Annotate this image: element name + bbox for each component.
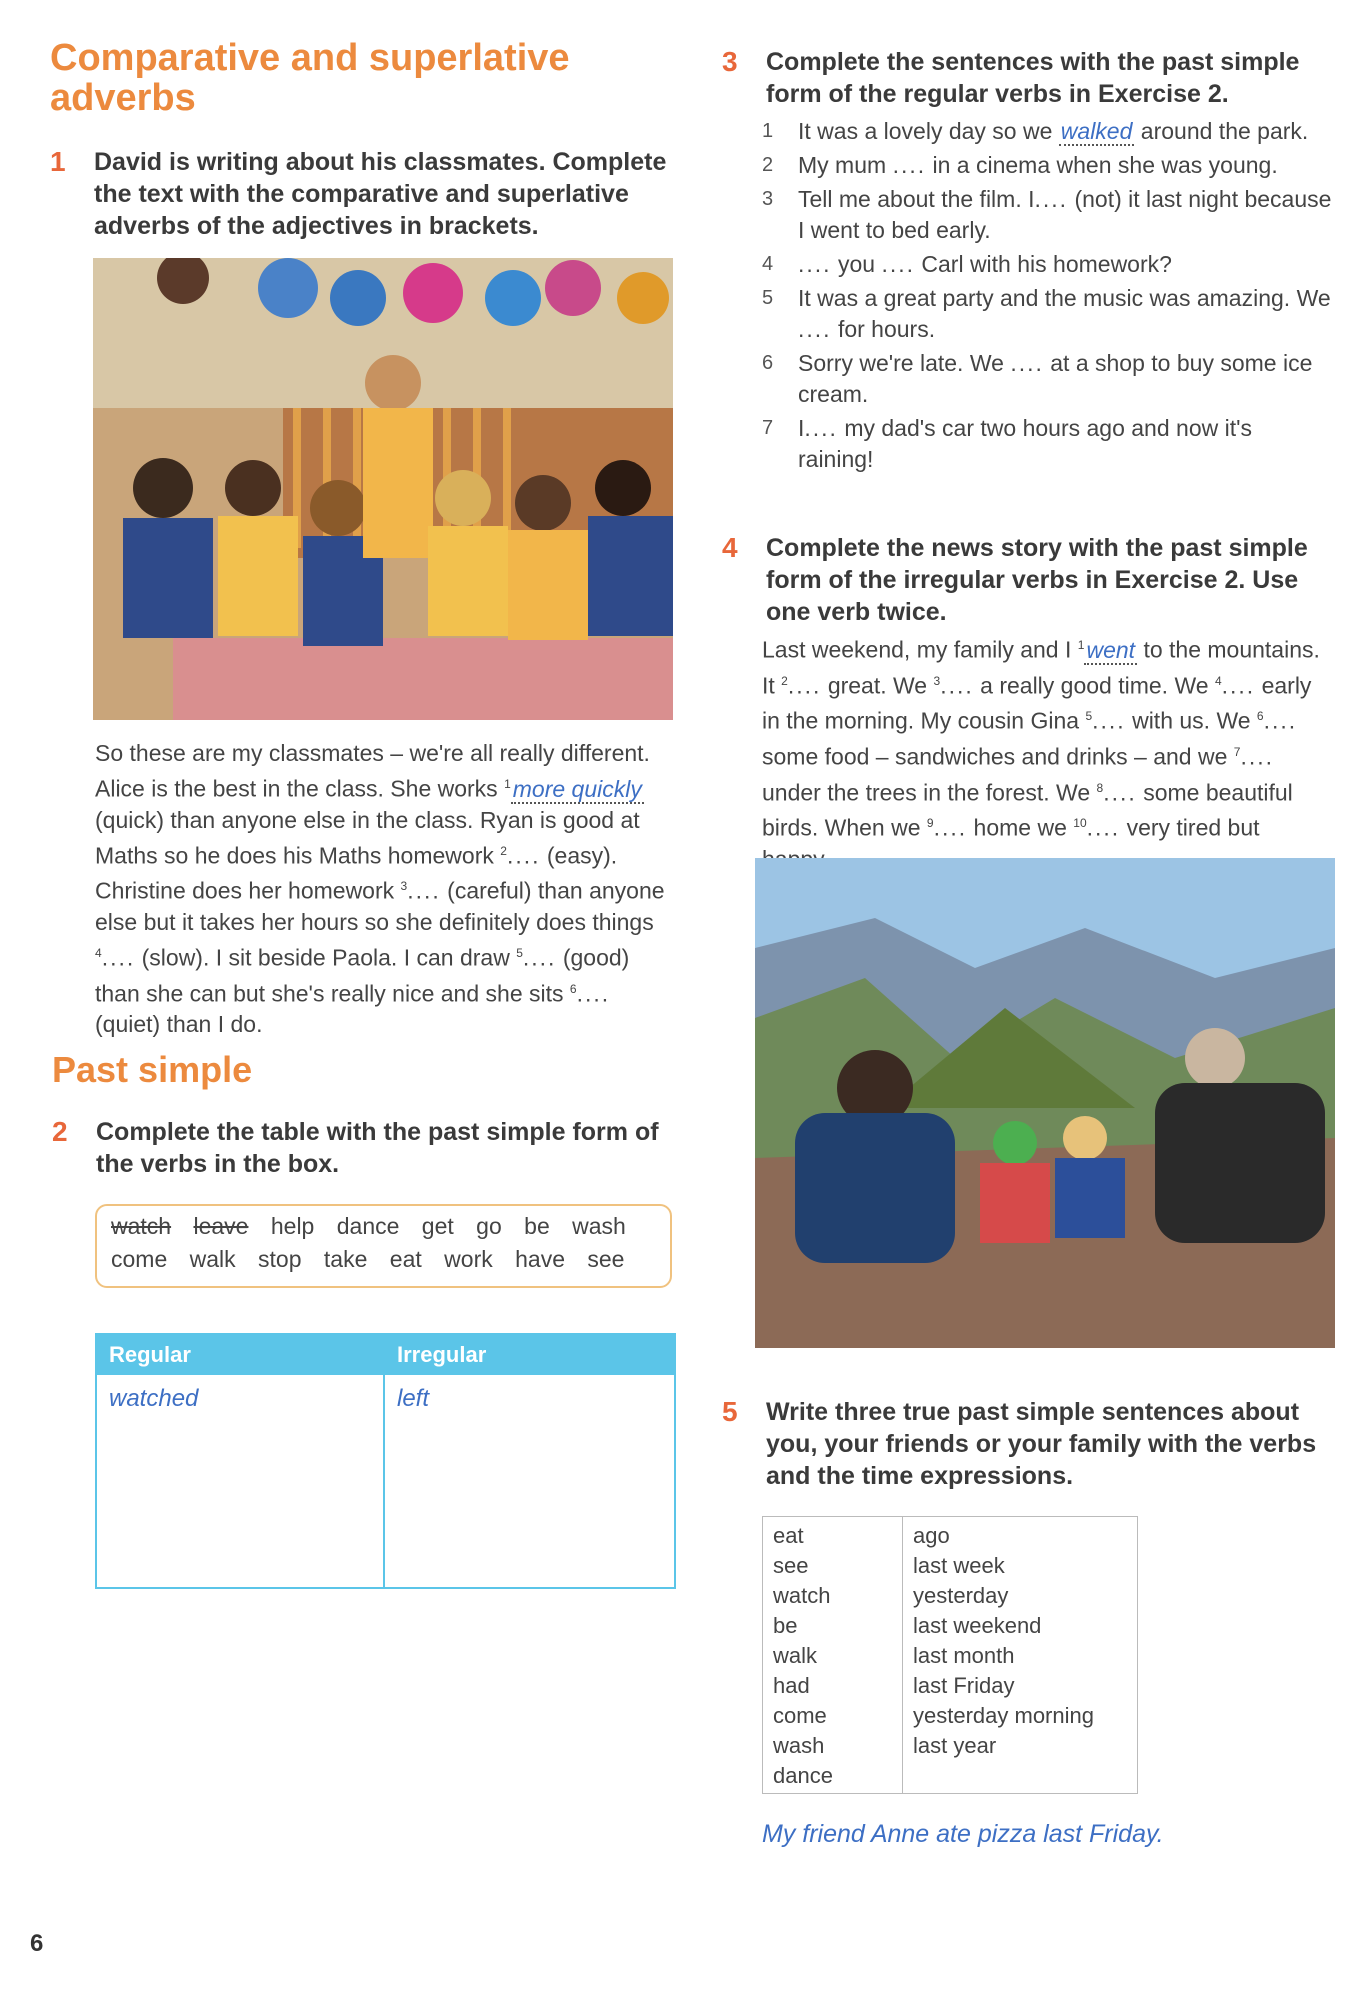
verb-word: wash [572, 1213, 626, 1239]
verb-box [95, 1204, 672, 1288]
verbs-column [763, 1517, 903, 1793]
verb-word: eat [389, 1246, 422, 1272]
classroom-illustration [93, 258, 673, 720]
verb-word: walk [189, 1246, 236, 1272]
exercise-instruction: David is writing about his classmates. Complete the text with the comparative and superlative adverbs of the adjectives in brackets. [94, 148, 667, 240]
gap-number: 8 [1096, 780, 1104, 795]
item-number: 7 [762, 417, 774, 439]
exercise-instruction: Complete the sentences with the past simple form of the regular verbs in Exercise 2. [766, 48, 1300, 108]
answer-gap[interactable]: .... [940, 672, 974, 699]
exercise-1 [50, 146, 670, 242]
answer-gap[interactable]: .... [1034, 186, 1069, 212]
gap-number: 6 [1256, 709, 1264, 724]
text-segment: Carl with his homework? [921, 251, 1172, 277]
time-item: last week [913, 1553, 1005, 1578]
sentence-item [762, 249, 1332, 280]
answer-gap[interactable]: .... [881, 251, 915, 277]
sentence-item [762, 184, 1332, 246]
item-number: 6 [762, 352, 774, 374]
verb-item: walk [773, 1643, 818, 1668]
gap-number: 4 [95, 945, 102, 960]
text-segment: (careful) than anyone else but it takes her hours so she definitely does things [95, 877, 665, 935]
time-expressions-column [903, 1517, 1137, 1793]
verb-box-row [111, 1210, 656, 1243]
classroom-photo [93, 258, 673, 720]
exercise-number: 4 [722, 532, 738, 563]
verb-item: see [773, 1553, 809, 1578]
answer-gap[interactable]: .... [522, 944, 557, 971]
mountain-illustration [755, 858, 1335, 1348]
answer-gap[interactable]: .... [506, 842, 541, 869]
gap-number: 1 [1077, 638, 1085, 652]
answer-gap[interactable]: .... [1263, 707, 1298, 734]
answer-gap[interactable]: .... [1086, 814, 1121, 841]
text-segment: my dad's car two hours ago and now it's raining! [798, 415, 1252, 472]
answer-example: more quickly [512, 775, 642, 802]
table-cell-irregular[interactable]: left [397, 1385, 430, 1412]
time-item: yesterday morning [913, 1703, 1094, 1728]
item-number: 3 [762, 188, 774, 210]
verb-word: leave [193, 1213, 249, 1239]
answer-gap[interactable]: .... [804, 415, 838, 441]
verb-word: work [444, 1246, 493, 1272]
sentence-item [762, 348, 1332, 410]
text-segment: to the mountains. It [762, 636, 1320, 699]
text-segment: you [837, 251, 876, 277]
text-segment: with us. We [1132, 707, 1251, 734]
sentence-list [762, 116, 1332, 475]
answer-gap[interactable]: .... [1103, 779, 1137, 806]
past-simple-table [95, 1333, 676, 1589]
verb-item: wash [773, 1733, 825, 1758]
sentence-item [762, 283, 1332, 345]
gap-number: 3 [933, 673, 941, 688]
text-segment: early in the morning. My cousin Gina [762, 672, 1312, 734]
verb-item: come [773, 1703, 827, 1728]
exercise-instruction: Complete the news story with the past simple form of the irregular verbs in Exercise 2. Use one verb twice. [766, 534, 1308, 626]
text-segment: at a shop to buy some ice cream. [798, 350, 1313, 407]
verbs-time-table [762, 1516, 1138, 1794]
answer-gap[interactable]: .... [407, 877, 441, 904]
text-segment: for hours. [837, 316, 936, 342]
exercise-4 [722, 532, 1342, 628]
exercise-instruction: Write three true past simple sentences about you, your friends or your family with the verbs and the time expressions. [766, 1398, 1317, 1490]
verb-item: had [773, 1673, 810, 1698]
ex3-sentences [762, 116, 1332, 478]
gap-number: 5 [1085, 709, 1093, 724]
text-segment: (not) it last night because I went to bed early. [798, 186, 1332, 243]
ex4-story [762, 630, 1332, 875]
text-segment: around the park. [1140, 118, 1309, 144]
text-segment: It was a lovely day so we [798, 118, 1053, 144]
item-number: 2 [762, 154, 774, 176]
mountain-picnic-photo [755, 858, 1335, 1348]
verb-word: be [524, 1213, 550, 1239]
section-title-comparative: Comparative and superlative adverbs [50, 37, 570, 119]
gap-number: 2 [781, 673, 788, 688]
verb-word: have [515, 1246, 565, 1272]
text-segment: (quick) than anyone else in the class. Ryan is good at Maths so he does his Maths homework [95, 806, 640, 869]
text-segment: a really good time. We [980, 672, 1209, 699]
answer-example: went [1086, 636, 1136, 663]
verb-word: go [476, 1213, 502, 1239]
text-segment: So these are my classmates – we're all really different. Alice is the best in the class. She works [95, 740, 650, 802]
gap-number: 3 [400, 879, 408, 894]
exercise-number: 5 [722, 1396, 738, 1427]
gap-number: 4 [1214, 673, 1222, 688]
exercise-instruction: Complete the table with the past simple form of the verbs in the box. [96, 1118, 659, 1178]
gap-number: 6 [569, 981, 577, 996]
column-irregular [385, 1335, 674, 1587]
verb-item: be [773, 1613, 798, 1638]
time-item: last month [913, 1643, 1015, 1668]
text-segment: some food – sandwiches and drinks – and we [762, 743, 1228, 770]
answer-example: walked [1060, 118, 1133, 144]
answer-gap[interactable]: .... [787, 672, 822, 699]
text-segment: Tell me about the film. I [798, 186, 1035, 212]
item-number: 4 [762, 253, 774, 275]
table-cell-regular[interactable]: watched [109, 1385, 199, 1412]
verb-word: help [270, 1213, 315, 1239]
answer-gap[interactable]: .... [798, 316, 832, 342]
verb-word: take [323, 1246, 368, 1272]
column-regular [97, 1335, 385, 1587]
exercise-3 [722, 46, 1342, 110]
answer-gap[interactable]: .... [576, 980, 611, 1007]
time-item: ago [913, 1523, 950, 1548]
sentence-item [762, 413, 1332, 475]
verb-item: watch [773, 1583, 831, 1608]
text-segment: great. We [827, 672, 928, 699]
text-segment: some beautiful birds. When we [762, 779, 1293, 841]
sentence-item [762, 150, 1332, 181]
gap-number: 5 [516, 945, 523, 960]
page-number: 6 [30, 1930, 44, 1957]
answer-gap[interactable]: .... [1092, 707, 1126, 734]
text-segment: (quiet) than I do. [95, 1011, 263, 1038]
exercise-5 [722, 1396, 1342, 1492]
item-number: 5 [762, 287, 774, 309]
text-segment: Last weekend, my family and I [762, 636, 1072, 663]
text-segment: My mum [798, 152, 887, 178]
time-item: last year [913, 1733, 997, 1758]
verb-item: eat [773, 1523, 804, 1548]
verb-word: dance [336, 1213, 400, 1239]
answer-gap[interactable]: .... [1010, 350, 1044, 376]
text-segment: (good) than she can but she's really nice and she sits [95, 944, 630, 1007]
text-segment: (easy). Christine does her homework [95, 842, 618, 904]
exercise-number: 3 [722, 46, 738, 77]
gap-number: 9 [926, 816, 934, 831]
exercise-2 [52, 1116, 672, 1180]
text-segment: home we [973, 814, 1067, 841]
text-segment: under the trees in the forest. We [762, 779, 1091, 806]
time-item: yesterday [913, 1583, 1009, 1608]
text-segment: very tired but [1126, 814, 1260, 841]
ex1-text [95, 738, 675, 1040]
time-item: last weekend [913, 1613, 1042, 1638]
text-segment: I [798, 415, 805, 441]
gap-number: 10 [1073, 816, 1087, 831]
answer-gap[interactable]: .... [1221, 672, 1256, 699]
gap-number: 2 [500, 843, 507, 858]
exercise-number: 1 [50, 146, 66, 177]
item-number: 1 [762, 120, 774, 142]
text-segment: in a cinema when she was young. [932, 152, 1278, 178]
verb-word: see [587, 1246, 625, 1272]
sentence-item [762, 116, 1332, 147]
table-header-regular: Regular [97, 1335, 383, 1375]
exercise-number: 2 [52, 1116, 68, 1147]
text-segment: (slow). I sit beside Paola. I can draw [141, 944, 510, 971]
verb-word: get [421, 1213, 454, 1239]
gap-number: 1 [504, 777, 511, 791]
ex5-example-sentence: My friend Anne ate pizza last Friday. [762, 1820, 1164, 1848]
answer-gap[interactable]: .... [798, 251, 832, 277]
text-segment: Sorry we're late. We [798, 350, 1004, 376]
gap-number: 7 [1233, 744, 1241, 759]
verb-box-row [111, 1243, 656, 1276]
verb-word: come [111, 1246, 168, 1272]
section-title-past-simple: Past simple [52, 1049, 253, 1090]
verb-item: dance [773, 1763, 833, 1788]
answer-gap[interactable]: .... [101, 944, 136, 971]
verb-word: watch [111, 1213, 172, 1239]
table-header-irregular: Irregular [385, 1335, 674, 1375]
verb-word: stop [258, 1246, 302, 1272]
answer-gap[interactable]: .... [1240, 743, 1275, 770]
answer-gap[interactable]: .... [892, 152, 927, 178]
text-segment: It was a great party and the music was amazing. We [798, 285, 1331, 311]
answer-gap[interactable]: .... [933, 814, 968, 841]
time-item: last Friday [913, 1673, 1015, 1698]
